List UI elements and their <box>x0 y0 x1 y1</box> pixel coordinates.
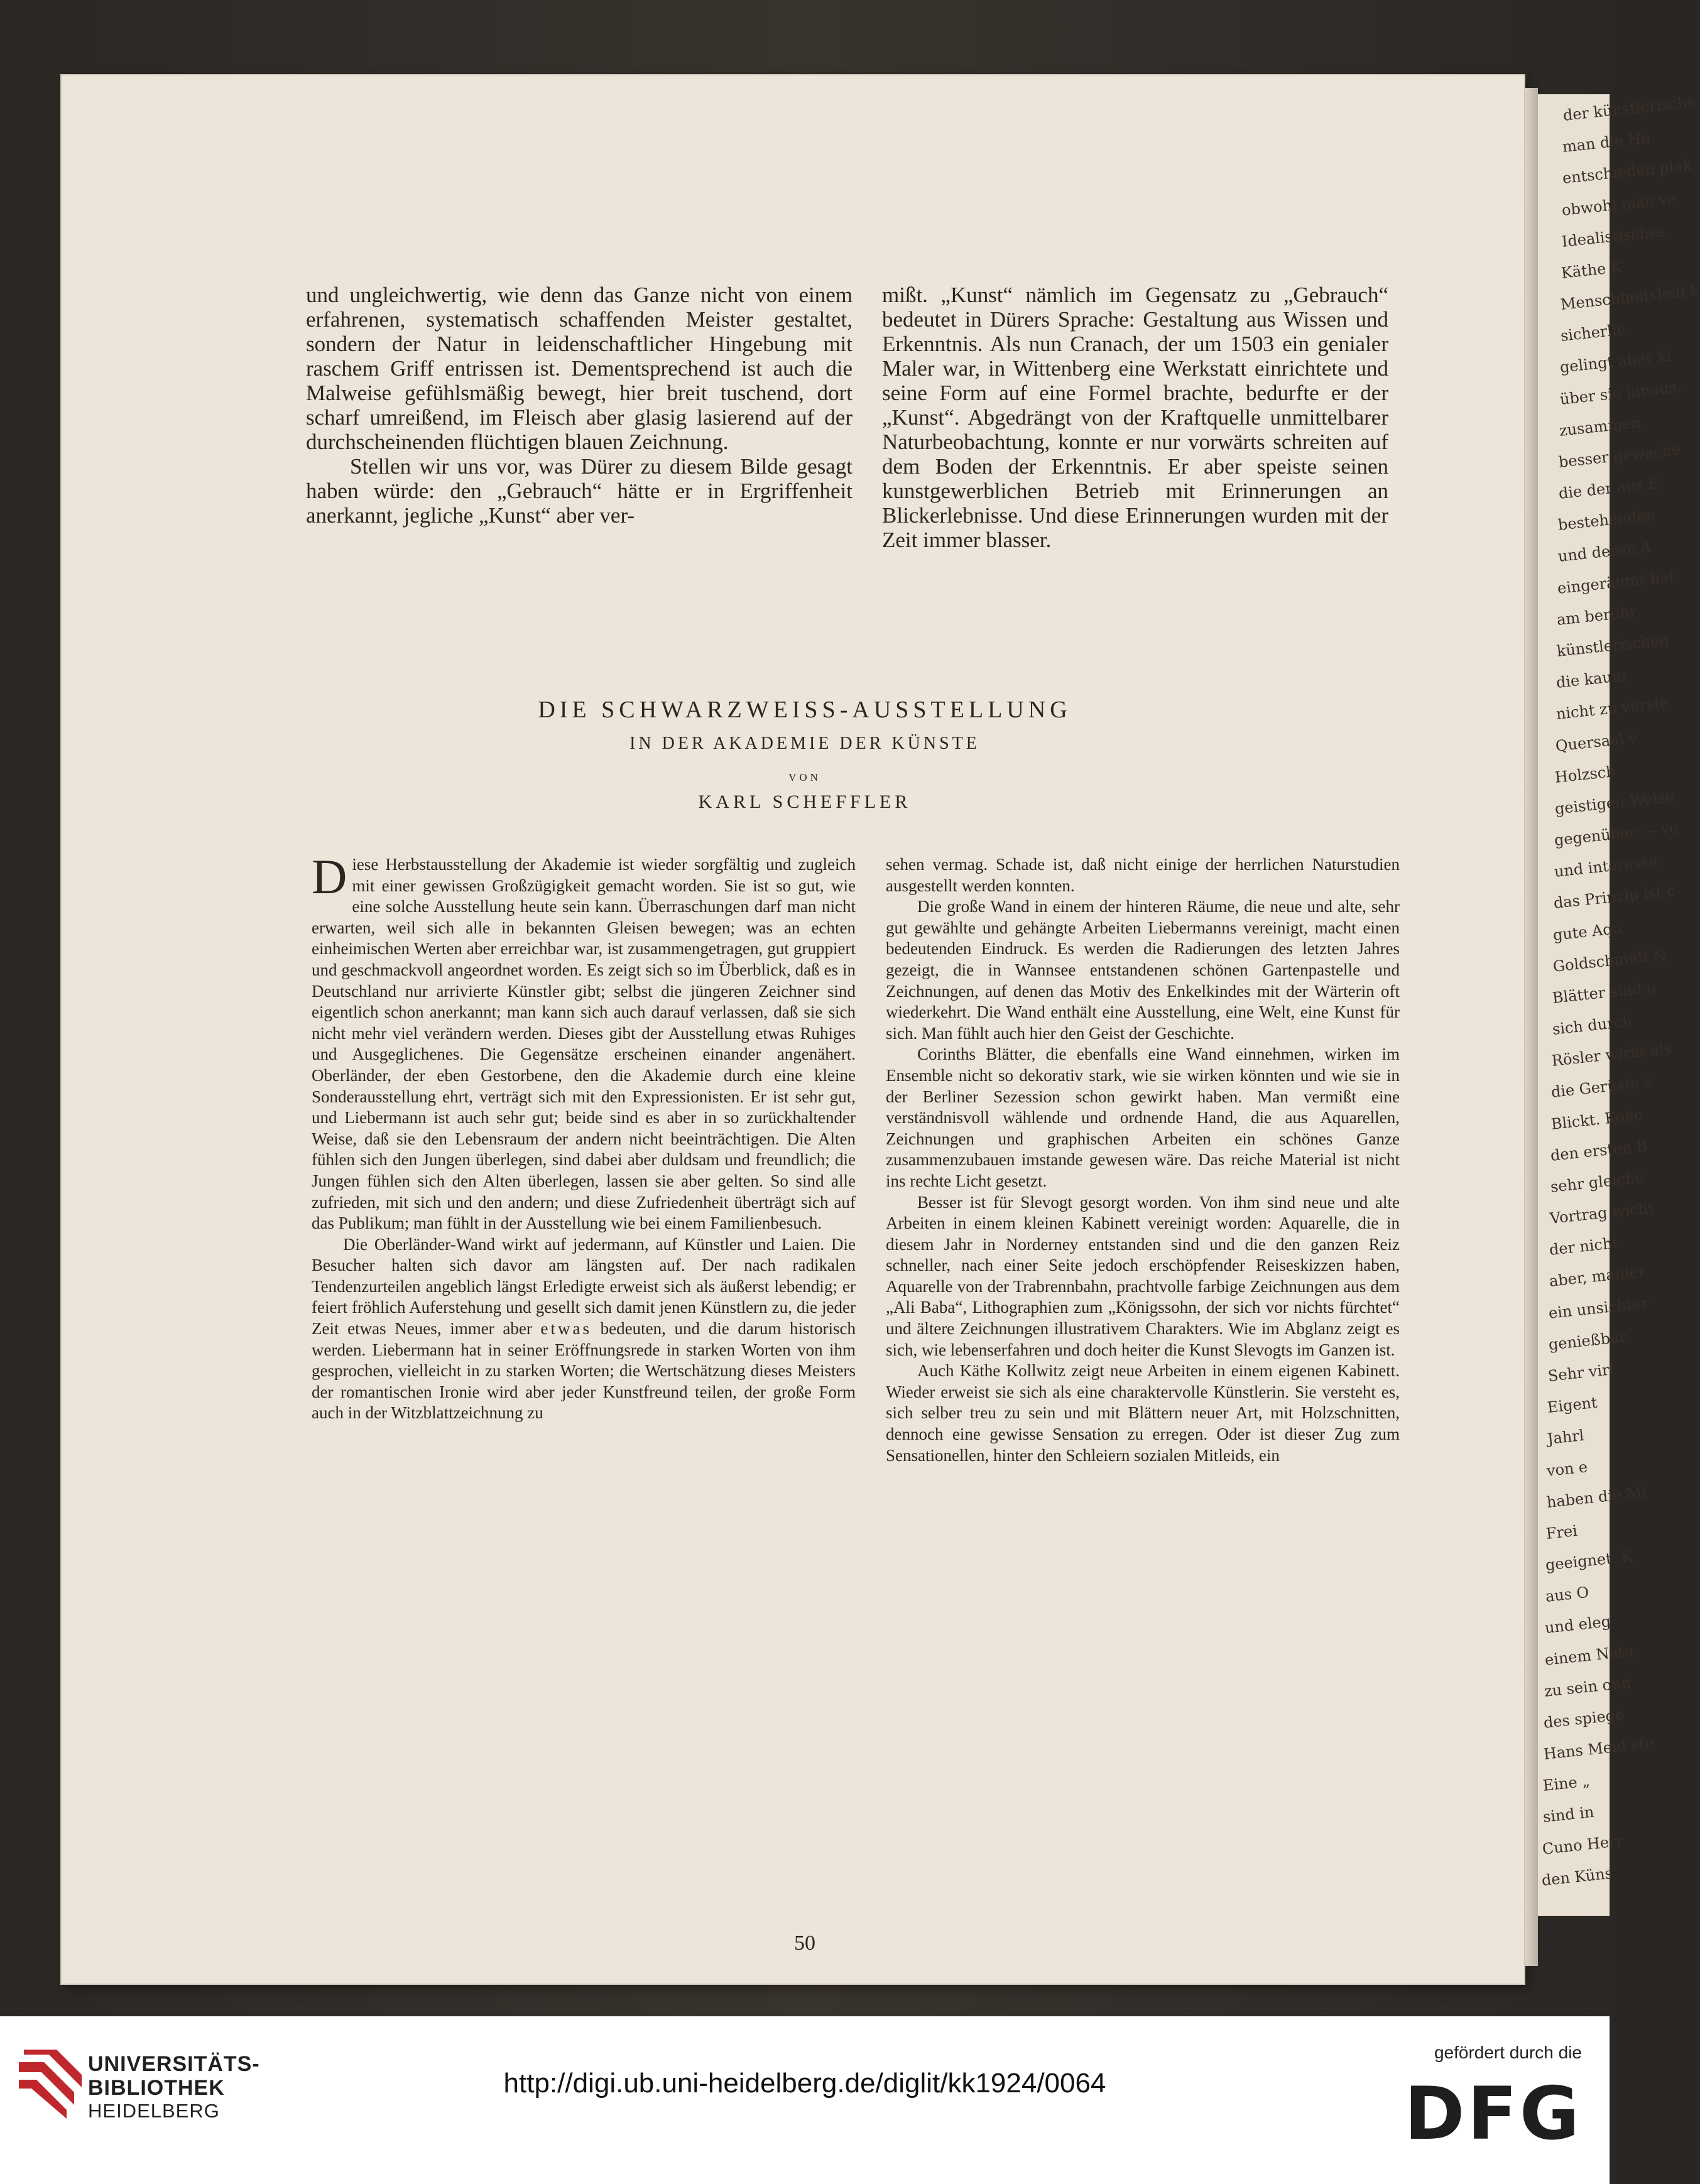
adjacent-page-line: der nicht <box>1548 1234 1620 1259</box>
adjacent-page-line: der künstlerische <box>1562 92 1697 124</box>
adjacent-page-line: aus O <box>1544 1584 1590 1606</box>
article-paragraph: Auch Käthe Kollwitz zeigt neue Arbeiten in einem eigenen Kabinett. Wieder erweist sie sich als eine charaktervolle Künstlerin. Sie versteht es, sich selber treu zu sein und mit Blättern neuer Art, mit Holzschnitten, dennoch eine gewisse Sensation zu erregen. Oder ist dieser Zug zum Sensationellen, hinter den Schleiern sozialen Mitleids, ein <box>886 1361 1400 1465</box>
adjacent-page-line: zusammen <box>1558 413 1642 440</box>
adjacent-page-line: Goldschmidt & <box>1552 945 1668 975</box>
adjacent-page-line: den ersten B <box>1549 1136 1649 1165</box>
adjacent-page-line: geeignet. K <box>1544 1547 1634 1574</box>
adjacent-page-line: Hans Meid ste <box>1542 1734 1655 1764</box>
adjacent-page-line: am berühr <box>1556 602 1638 629</box>
adjacent-page-line: man die Ho <box>1561 129 1652 156</box>
article-author: KARL SCHEFFLER <box>698 791 912 812</box>
adjacent-page-line: aber, manier <box>1548 1263 1647 1291</box>
adjacent-page-line: Quersaal v <box>1554 728 1638 755</box>
adjacent-page-line: gegenüber — vo <box>1553 818 1679 849</box>
adjacent-page-line: eingeräumt hat <box>1556 567 1676 597</box>
adjacent-page-line: ein unsichter <box>1547 1293 1650 1322</box>
page-number: 50 <box>794 1931 815 1955</box>
adjacent-page-line: Eigent <box>1546 1393 1599 1417</box>
library-name-line: BIBLIOTHEK <box>88 2076 225 2100</box>
adjacent-page-line: Blickt. Koko <box>1550 1106 1644 1133</box>
adjacent-page-line: Cuno Herr <box>1541 1832 1625 1858</box>
adjacent-page-line: Idealistisches <box>1561 222 1667 251</box>
adjacent-page-line: sich durch <box>1551 1012 1633 1039</box>
article-paragraph: Besser ist für Slevogt gesorgt worden. Von ihm sind neue und alte Arbeiten in einem kleinen Kabinett vereinigt worden: Aquarelle, die in diesem Jahr in Norderney entstanden sind und die den ganzen Reiz schneller, nach einer Seite jedoch erschöpfender Reiseskizzen haben, Aquarelle von der Trabrennbahn, prachtvolle farbige Zeichnungen aus dem „Ali Baba“, Lithographien zum „Königssohn, der sich vor nichts fürchtet“ und ältere Zeichnungen illustrativem Charakters. Wie im Abglanz zeigt es sich, wie lebenserfahren und doch heiter die Kunst Slevogts im Ganzen ist. <box>886 1192 1400 1359</box>
adjacent-page-line: und interessa <box>1553 852 1659 881</box>
adjacent-page-line: Frei <box>1545 1521 1579 1543</box>
emphasized-word: etwas <box>540 1319 592 1339</box>
continued-paragraph: mißt. „Kunst“ nämlich im Gegensatz zu „Gebrauch“ bedeutet in Dürers Sprache: Gestaltung aus Wissen und Erkenntnis. Als nun Cranach, der um 1503 ein genialer Maler war, in Wittenberg eine Werkstatt einrichtete und seine Form auf eine Formel brachte, bedurfte er der „Kunst“. Abgedrängt von der Kraftquelle unmittelbarer Naturbeobachtung, konnte er nur vorwärts schreiten auf dem Boden der Erkenntnis. Er aber speiste seinen kunstgewerblichen Betrieb mit Erinnerungen an Blickerlebnisse. Und diese Erinnerungen wurden mit der Zeit immer blasser. <box>882 283 1388 552</box>
adjacent-page-line: Blätter sind u <box>1551 978 1657 1007</box>
adjacent-page-line: den Küns <box>1540 1864 1614 1889</box>
paragraph-text: bedeuten, und die darum historisch werden. Liebermann hat in seiner Eröffnungsrede in starken Worten von ihm gesprochen, vielleicht in zu starken Worten; die Wertschätzung dieses Meisters der romantischen Ironie wird aber jeder Kunstfreund teilen, der große Form auch in der Witzblattzeichnung zu <box>312 1319 856 1423</box>
library-city-line: HEIDELBERG <box>88 2100 220 2122</box>
adjacent-page-line: Holzsch <box>1554 762 1617 786</box>
adjacent-page-line: künstlerischen <box>1556 631 1670 660</box>
article-subtitle: IN DER AKADEMIE DER KÜNSTE <box>629 734 980 753</box>
adjacent-page-line: des spiege <box>1542 1705 1625 1732</box>
adjacent-page-line: die kaum <box>1555 666 1627 692</box>
adjacent-page-line: haben die Mi <box>1545 1483 1647 1511</box>
adjacent-page-line: Menschheitsleid k <box>1559 281 1700 313</box>
dfg-logo: DFG <box>1404 2072 1582 2156</box>
article-right-column <box>886 854 1400 1466</box>
adjacent-page-line: und eleg <box>1544 1612 1612 1638</box>
paragraph-text: Die Oberländer-Wand wirkt auf jedermann, auf Künstler und Laien. Die Besucher halten sich davor am längsten auf. Der nach radikalen Tendenzurteilen angeblich längst Erledigte erweist sich als äußerst lebendig; er feiert fröhlich Auferstehung und gesellt sich damit jenen Künstlern zu, die jeder Zeit etwas Neues, immer aber <box>312 1234 856 1339</box>
continued-text-right-column <box>882 283 1388 552</box>
article-paragraph: Corinths Blätter, die ebenfalls eine Wand einnehmen, wirken im Ensemble nicht so dekorativ stark, wie sie wirken könnten und wie sie in der Berliner Sezession schon gewirkt haben. Man vermißt eine verständnisvoll wählende und ordnende Hand, die aus Aquarellen, Zeichnungen und graphischen Arbeiten ein schönes Ganze zusammenzubauen imstande gewesen wäre. Das reiche Material ist nicht ins rechte Licht gesetzt. <box>886 1045 1400 1190</box>
adjacent-page-line: einem Natu <box>1544 1641 1635 1669</box>
article-paragraph <box>312 1234 856 1424</box>
library-name-line: UNIVERSITÄTS- <box>88 2052 260 2076</box>
continued-text-left-column <box>306 283 853 528</box>
article-left-column <box>312 849 856 1424</box>
adjacent-page-line: und deren A <box>1557 538 1652 566</box>
adjacent-page-line: das Prinzip ist c <box>1552 882 1676 913</box>
adjacent-page-line: die der aus E <box>1557 474 1660 503</box>
adjacent-page-line: gelingt aber ki <box>1559 347 1672 377</box>
adjacent-page-line: nicht zu verste <box>1555 693 1670 724</box>
page-gutter-edge <box>1525 88 1538 1966</box>
paragraph-text: iese Herbstausstellung der Akademie ist wieder sorgfältig und zugleich mit einer gewissen Großzügigkeit gemacht worden. Sie ist so gut, wie eine solche Ausstellung heute sein kann. Überraschungen darf man nicht erwarten, weil sich alle in bekannten Gleisen bewegen; was an echten einheimischen Werten aber erreichbar war, ist zusammengetragen, gut gruppiert und geschmackvoll angeordnet worden. Es zeigt sich so im Überblick, daß es in Deutschland nur arrivierte Künstler gibt; selbst die jüngeren Zeichner sind eigentlich schon anerkannt; man kann sich auch darauf verlassen, daß sie sich nicht mehr viel verändern werden. Dieses gibt der Ausstellung etwas Ruhiges und Ausgeglichenes. Die Gegensätze erscheinen einander angenähert. Oberländer, der eben Gestorbene, den die Akademie durch eine kleine Sonderausstellung ehrt, verträgt sich mit den Expressionisten. Er ist sehr gut, und Liebermann ist auch sehr gut; beide sind es aber in so zurückhaltender Weise, daß sie den Lebensraum der andern nicht beeinträchtigen. Die Alten fühlen sich den Jungen überlegen, sind dabei aber duldsam und freundlich; die Jungen fühlen sich den Alten überlegen, lassen sie aber gelten. So sind alle zufrieden, mit sich und den andern; und diese Zufriedenheit überträgt sich auf das Publikum; man fühlt in der Ausstellung wie bei einem Familienbesuch. <box>312 855 856 1233</box>
adjacent-page-line: entschieden plak <box>1561 156 1693 188</box>
adjacent-page-line: genießbar. <box>1547 1327 1630 1354</box>
article-paragraph <box>312 849 856 1234</box>
adjacent-page-line: zu sein ohn <box>1543 1673 1632 1700</box>
adjacent-page-line: sind in <box>1542 1803 1595 1827</box>
digitization-footer <box>0 2016 1610 2184</box>
adjacent-page-line: Jahrl <box>1546 1426 1585 1448</box>
adjacent-page-line: besser gewache <box>1557 440 1682 471</box>
adjacent-page-line: geistigen Weise <box>1554 788 1675 818</box>
adjacent-page-line: Vortrag wicht <box>1549 1198 1655 1228</box>
continued-paragraph: und ungleichwertig, wie denn das Ganze nicht von einem erfahrenen, systematisch schaffenden Meister gestaltet, sondern der Natur in leidenschaftlicher Hingebung mit raschem Griff entrissen ist. Dementsprechend ist auch die Malweise gefühlsmäßig bewegt, hier breit tuschend, dort scharf umreißend, im Fleisch aber glasig lasierend auf der durchscheinenden flüchtigen blauen Zeichnung. <box>306 283 853 454</box>
permalink-url[interactable]: http://digi.ub.uni-heidelberg.de/diglit/kk1924/0064 <box>503 2068 1106 2099</box>
adjacent-page-line: sicherlic <box>1559 320 1626 345</box>
adjacent-page-line: gute Aqu <box>1552 919 1623 944</box>
article-title: DIE SCHWARZWEISS-AUSSTELLUNG <box>538 697 1072 723</box>
byline-von: VON <box>788 771 821 783</box>
adjacent-page-line: obwohl man ve <box>1561 189 1678 219</box>
adjacent-page-line: Sehr virt <box>1547 1360 1616 1385</box>
adjacent-page-line: sehr gleiche <box>1549 1168 1645 1196</box>
adjacent-page-fragment <box>1538 92 1700 1916</box>
adjacent-page-line: Eine „ <box>1542 1772 1591 1795</box>
continued-paragraph: Stellen wir uns vor, was Dürer zu diesem Bilde gesagt haben würde: den „Gebrauch“ hätte er in Ergriffenheit anerkannt, jegliche „Kunst“ aber ver- <box>306 454 853 528</box>
adjacent-page-line: die Gerüste s <box>1550 1073 1654 1102</box>
adjacent-page-line: von e <box>1545 1457 1589 1480</box>
drop-cap: D <box>312 849 347 904</box>
article-paragraph: sehen vermag. Schade ist, daß nicht einige der herrlichen Naturstudien ausgestellt werden konnten. <box>886 855 1400 895</box>
funding-note: gefördert durch die <box>1434 2043 1582 2062</box>
adjacent-page-line: Rösler wirkt als <box>1550 1040 1673 1070</box>
adjacent-page-line: über sie hinaus. <box>1559 378 1682 408</box>
adjacent-page-line: Käthe K <box>1560 258 1623 282</box>
article-paragraph: Die große Wand in einem der hinteren Räume, die neue und alte, sehr gut gewählte und gehängte Arbeiten Liebermanns vereinigt, macht einen bedeutenden Eindruck. Es werden die Radierungen des letzten Jahres gezeigt, die in Wannsee entstandenen schönen Gartenpastelle und Zeichnungen, auf denen das Motiv des Enkelkindes mit der Wärterin oft wiederkehrt. Die Wand enthält eine Ausstellung, eine Welt, eine Kunst für sich. Man fühlt auch hier den Geist der Geschichte. <box>886 897 1400 1043</box>
adjacent-page-line: bestehenden <box>1557 506 1657 535</box>
